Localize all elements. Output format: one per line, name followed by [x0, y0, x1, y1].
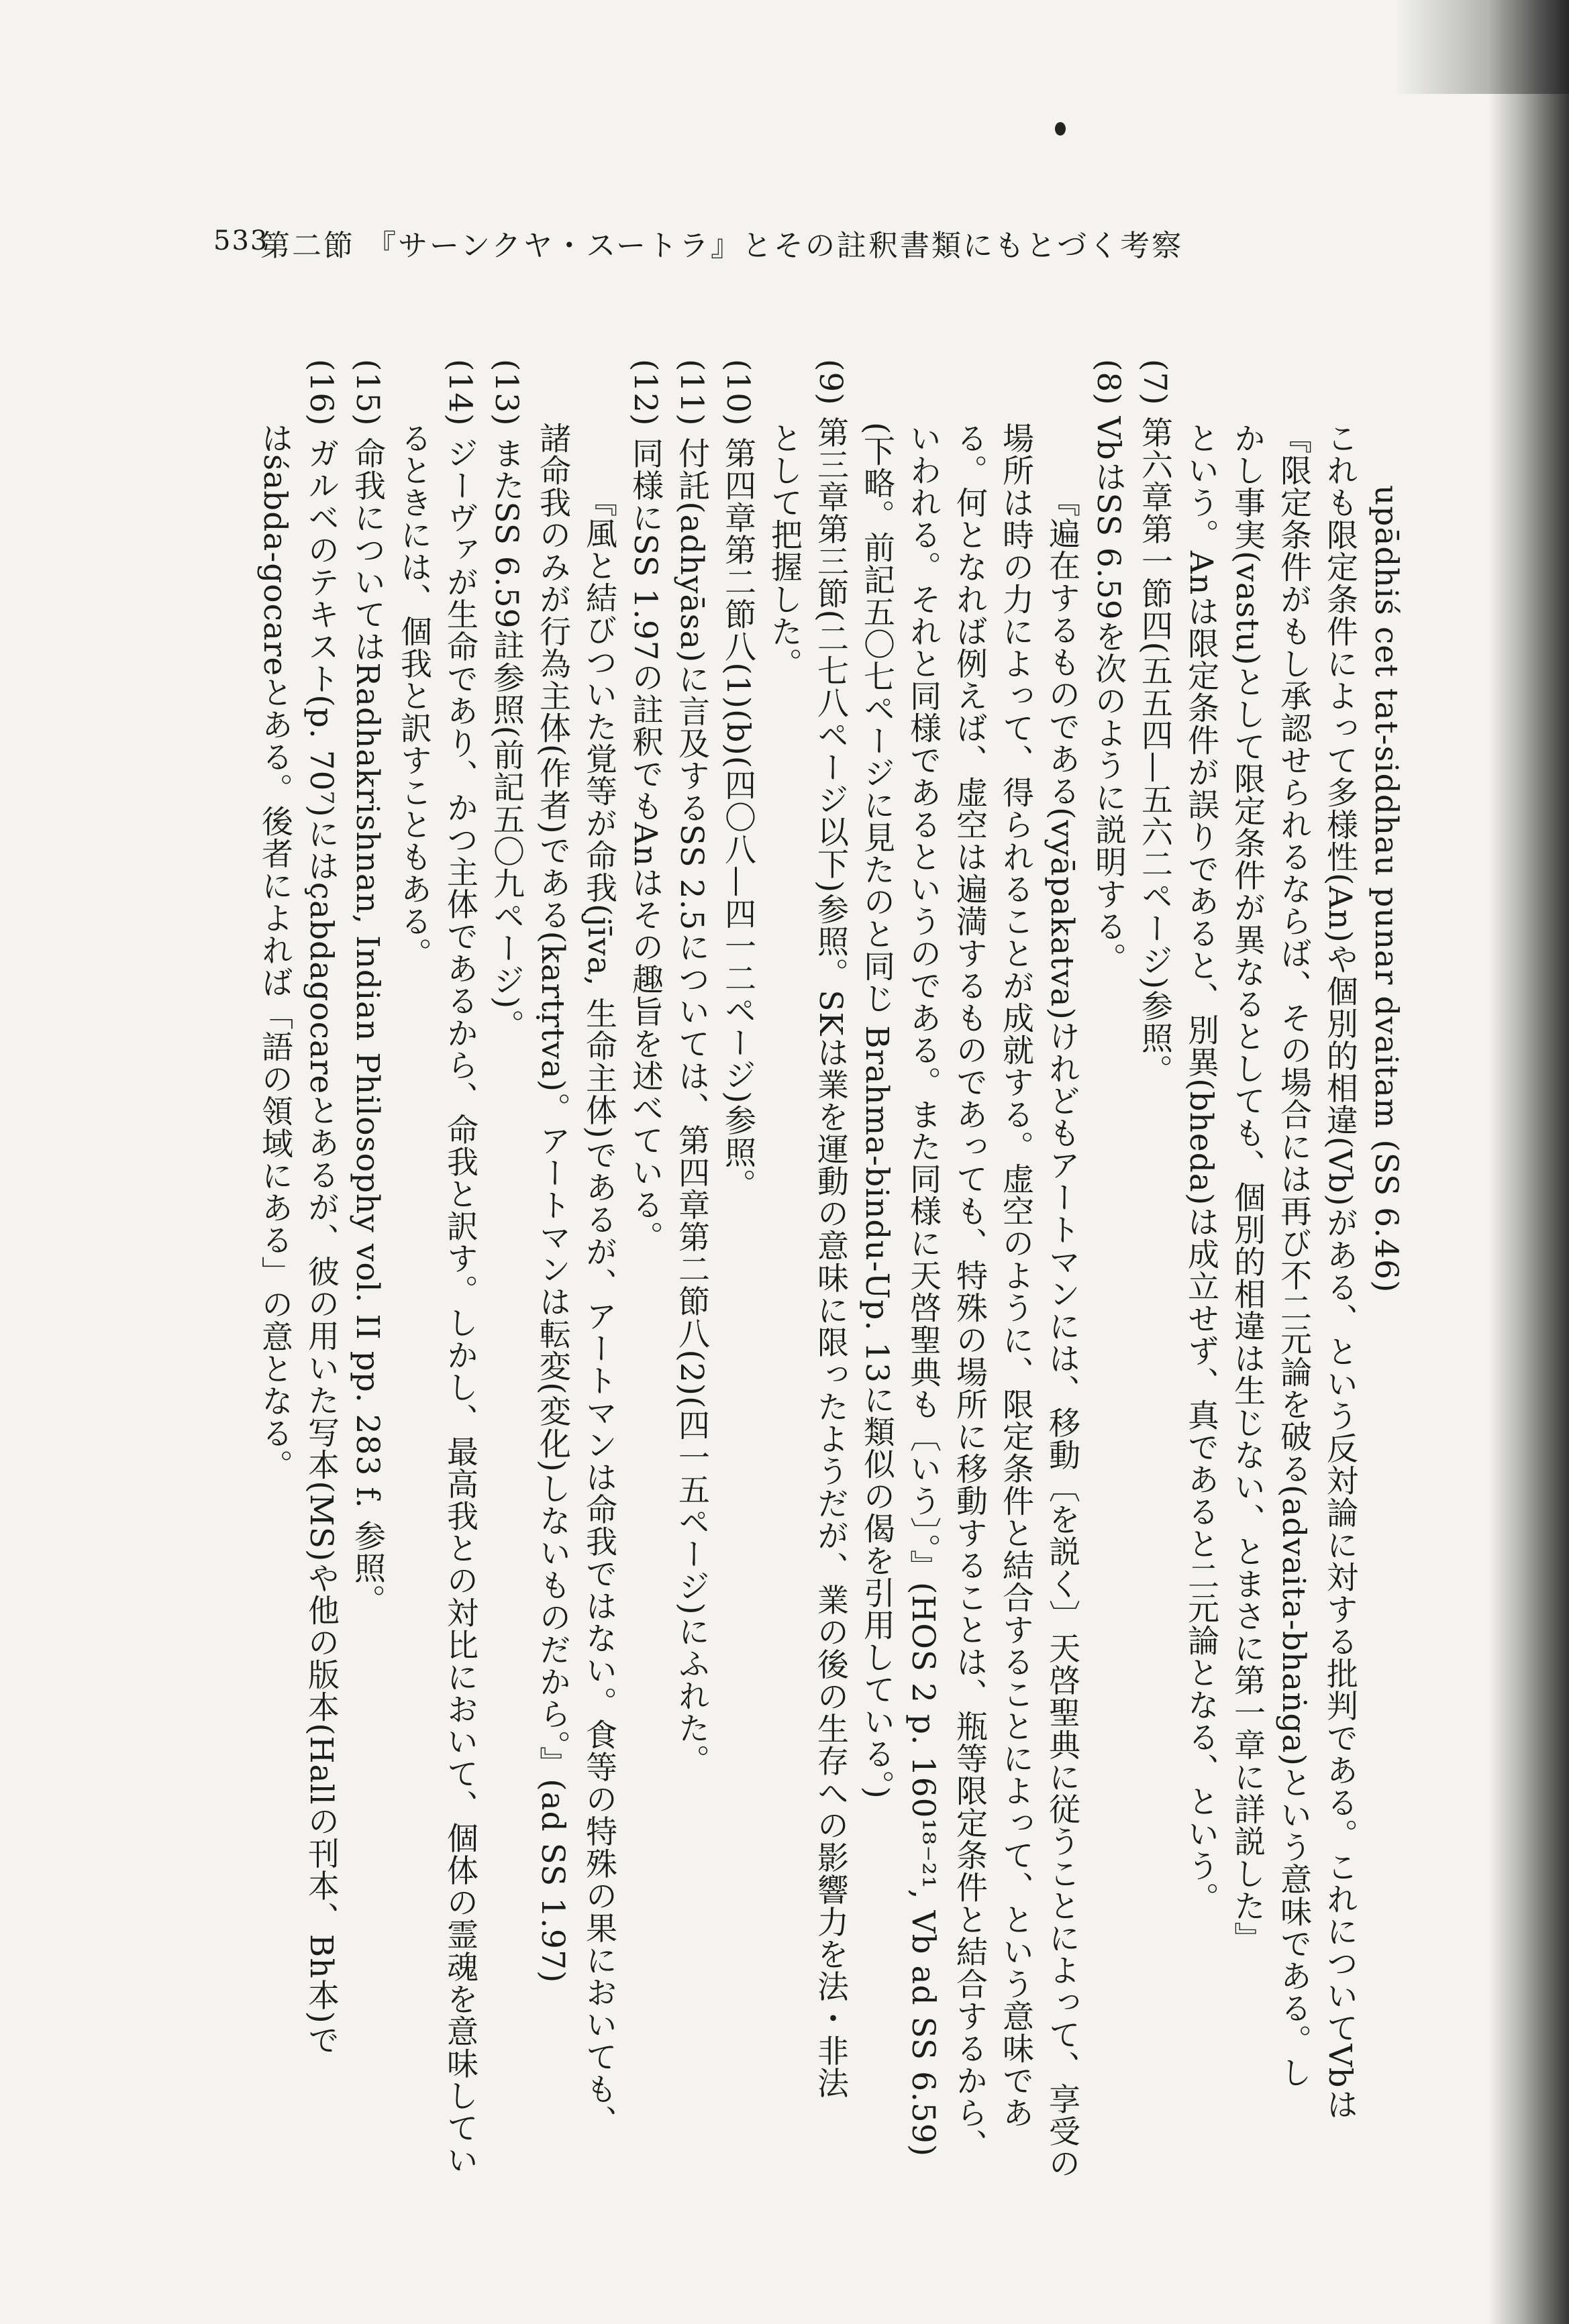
note-7: (7) 第六章第一節四(五五四—五六二ページ)参照。 — [1136, 359, 1173, 1087]
body-text — [252, 359, 1409, 2318]
note-11: (11) 付託(adhyāsa)に言及するSS 2.5については、第四章第二節八(2)(四一五ページ)にふれた。 — [673, 359, 710, 1777]
text-line: として把握した。 — [766, 422, 803, 680]
ink-dot — [1055, 122, 1066, 136]
note-15: (15) 命我についてはRadhakrishnan, Indian Philosophy vol. II pp. 283 f. 参照。 — [349, 359, 386, 1616]
scan-shadow-top — [1395, 0, 1569, 94]
text-line: 諸命我のみが行為主体(作者)である(kartṛtva)。アートマンは転変(変化)しないものだから。』(ad SS 1.97) — [534, 422, 571, 1984]
text-line: 場所は時の力によって、得られることが成就する。虚空のように、限定条件と結合することによって、という意味であ — [997, 422, 1034, 2129]
text-line: 『遍在するものである(vyāpakatva)けれどもアートマンには、移動〔を説く〕天啓聖典に従うことによって、享受の — [1044, 485, 1080, 2180]
text-line: 『限定条件がもし承認せられるならば、その場合には再び不二元論を破る(advaita-bhaṅga)という意味である。し — [1275, 422, 1312, 2089]
scan-shadow-edge — [1488, 0, 1569, 2324]
text-line: これも限定条件によって多様性(An)や個別的相違(Vb)がある、という反対論に対する批判である。これについてVbは — [1321, 422, 1358, 2121]
text-line: はśabda-gocareとある。後者によれば「語の領域にある」の意となる。 — [256, 422, 293, 1482]
note-10: (10) 第四章第二節八(1)(b)(四〇八—四一二ページ)参照。 — [719, 359, 756, 1201]
text-line: かし事実(vastu)として限定条件が異なるとしても、個別的相違は生じない、とまさに第一章に詳説した』 — [1229, 422, 1266, 1954]
note-14: (14) ジーヴァが生命であり、かつ主体であるから、命我と訳す。しかし、最高我との対比において、個体の霊魂を意味してい — [442, 359, 478, 2176]
text-line: いわれる。それと同様であるというのである。また同様に天啓聖典も〔いう〕。』(HOS 2 p. 160¹⁸⁻²¹, Vb ad SS 6.59) — [905, 422, 942, 2158]
note-9: (9) 第三章第三節(二七八ページ以下)参照。SKは業を運動の意味に限ったようだが、業の後の生存への影響力を法・非法 — [812, 359, 849, 2099]
note-13: (13) またSS 6.59註参照(前記五〇九ページ)。 — [488, 359, 525, 1042]
page-number: 533 — [213, 225, 269, 256]
text-line: (下略。前記五〇七ページに見たのと同じ Brahma-bindu-Up. 13に類似の偈を引用している。) — [858, 422, 895, 1799]
text-line: upādhiś cet tat-siddhau punar dvaitam (SS 6.46) — [1368, 485, 1405, 1293]
note-8: (8) VbはSS 6.59を次のように説明する。 — [1090, 359, 1127, 975]
note-12: (12) 同様にSS 1.97の註釈でもAnはその趣旨を述べている。 — [627, 359, 664, 1253]
text-line: る。何となれば例えば、虚空は遍満するものであっても、特殊の場所に移動することは、瓶等限定条件と結合するから、 — [951, 422, 988, 2161]
text-line: 『風と結びついた覚等が命我(jīva, 生命主体)であるが、アートマンは命我ではない。食等の特殊の果においても、 — [580, 485, 617, 2137]
text-line: という。Anは限定条件が誤りであると、別異(bheda)は成立せず、真であると二元論となる、という。 — [1182, 422, 1219, 1915]
text-line: るときには、個我と訳すこともある。 — [395, 422, 432, 969]
note-16: (16) ガルベのテキスト(p. 70⁷)にはçabdagocareとあるが、彼の用いた写本(MS)や他の版本(Hallの刊本、Bh本)で — [303, 359, 340, 2056]
running-head: 第二節 『サーンクヤ・スートラ』とその註釈書類にもとづく考察 — [260, 229, 1184, 263]
